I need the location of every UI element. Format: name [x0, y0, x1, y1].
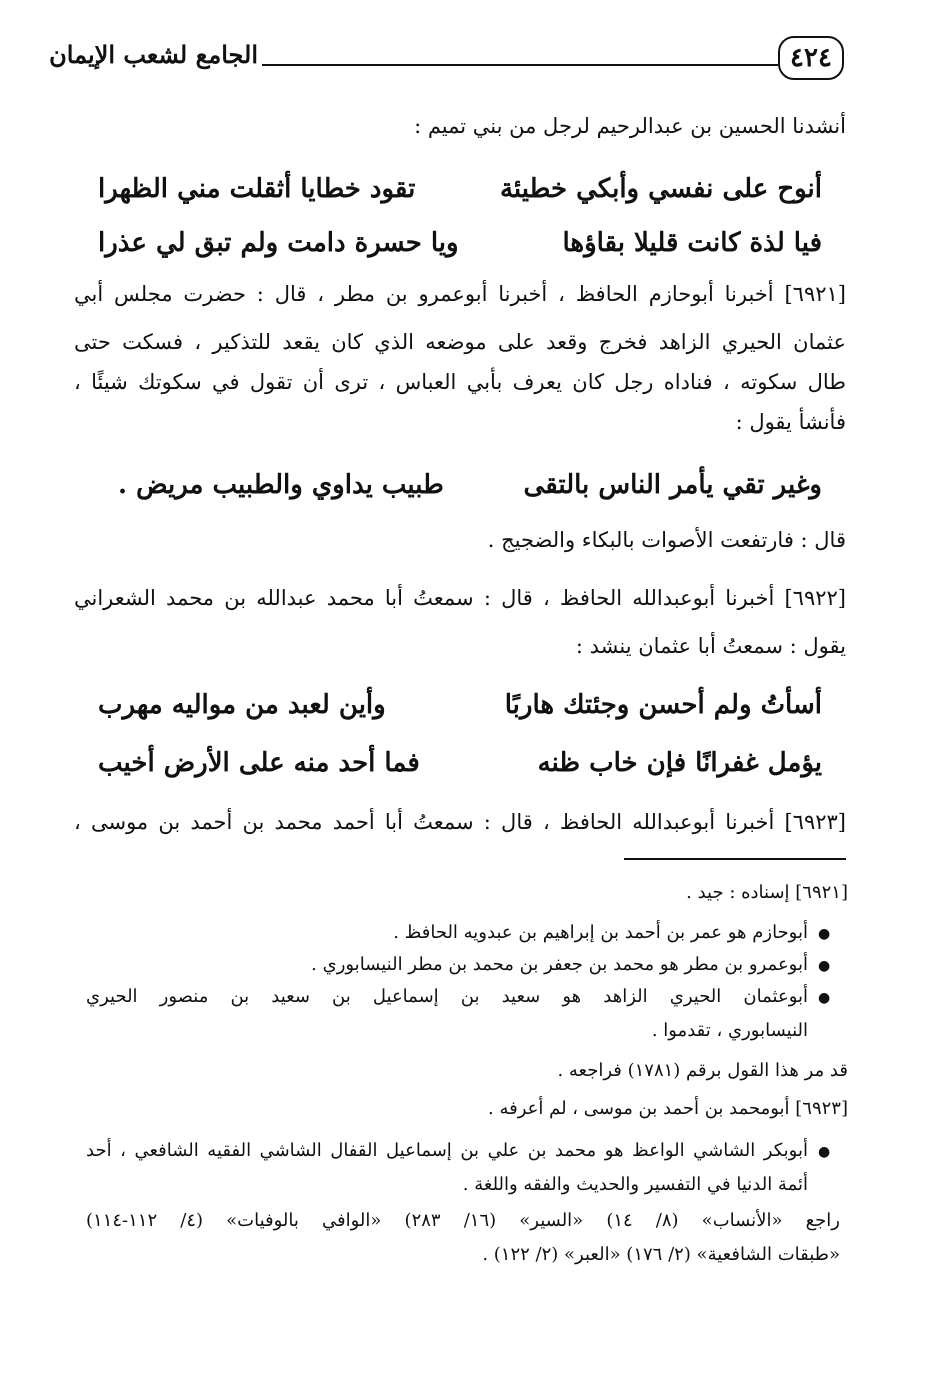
narration-6923-line: [٦٩٢٣] أخبرنا أبوعبدالله الحافظ ، قال : سمعتُ أبا أحمد محمد بن أحمد بن موسى ، — [74, 810, 846, 834]
footnote-6921-ref: قد مر هذا القول برقم (١٧٨١) فراجعه . — [557, 1060, 848, 1081]
footnote-6923-refs-line-2: «طبقات الشافعية» (٢/ ١٧٦) «العبر» (٢/ ١٢٢) . — [482, 1244, 840, 1265]
book-title: الجامع لشعب الإيمان — [49, 40, 258, 69]
narration-6921-line-4: فأنشأ يقول : — [735, 410, 846, 434]
bullet-icon: ● — [818, 990, 831, 1006]
narration-6921-line-3: طال سكوته ، فناداه رجل كان يعرف بأبي العباس ، ترى أن تقول في سكوتك شيئًا ، — [74, 370, 846, 394]
bullet-icon: ● — [818, 958, 831, 974]
footnote-6923-bullet-line-1: أبوبكر الشاشي الواعظ هو محمد بن علي بن إسماعيل القفال الشاشي الفقيه الشافعي ، أحد — [86, 1140, 808, 1161]
poem1-verse-1 — [98, 174, 822, 204]
footnote-separator — [624, 858, 846, 860]
narration-6922-line-1: [٦٩٢٢] أخبرنا أبوعبدالله الحافظ ، قال : سمعتُ أبا محمد عبدالله بن محمد الشعراني — [74, 586, 846, 610]
poem1-verse-2 — [98, 228, 822, 258]
hemistich-first: فيا لذة كانت قليلا بقاؤها — [562, 228, 822, 258]
bullet-icon: ● — [818, 926, 831, 942]
poem3-verse-1 — [98, 690, 822, 720]
hemistich-second: طبيب يداوي والطبيب مريض . — [118, 470, 444, 500]
footnote-6921-head: [٦٩٢١] إسناده : جيد . — [686, 882, 848, 903]
footnote-6921-bullet-1: أبوحازم هو عمر بن أحمد بن إبراهيم بن عبدويه الحافظ . — [393, 922, 808, 943]
hemistich-first: يؤمل غفرانًا فإن خاب ظنه — [537, 748, 822, 778]
poem3-verse-2 — [98, 748, 822, 778]
bullet-icon: ● — [818, 1144, 831, 1160]
footnote-6921-bullet-3-cont: النيسابوري ، تقدموا . — [651, 1020, 808, 1041]
footnote-6923-refs-line-1: راجع «الأنساب» (٨/ ١٤) «السير» (١٦/ ٢٨٣) «الوافي بالوفيات» (٤/ ١١٢-١١٤) — [86, 1210, 840, 1231]
poem2-verse — [118, 470, 822, 500]
narration-6921-line-1: [٦٩٢١] أخبرنا أبوحازم الحافظ ، أخبرنا أبوعمرو بن مطر ، قال : حضرت مجلس أبي — [74, 282, 846, 306]
footnote-6921-bullet-3: أبوعثمان الحيري الزاهد هو سعيد بن إسماعيل بن سعيد بن منصور الحيري — [86, 986, 808, 1007]
footnote-6923-bullet-line-2: أئمة الدنيا في التفسير والحديث والفقه واللغة . — [462, 1174, 808, 1195]
hemistich-second: وأين لعبد من مواليه مهرب — [98, 690, 386, 720]
hemistich-first: أسأتُ ولم أحسن وجئتك هاربًا — [504, 690, 822, 720]
footnote-6921-bullet-2: أبوعمرو بن مطر هو محمد بن جعفر بن محمد بن مطر النيسابوري . — [311, 954, 808, 975]
footnote-6923-head: [٦٩٢٣] أبومحمد بن أحمد بن موسى ، لم أعرفه . — [488, 1098, 848, 1119]
intro-line: أنشدنا الحسين بن عبدالرحيم لرجل من بني تميم : — [414, 114, 846, 138]
header-rule — [262, 64, 778, 66]
narration-6922-line-2: يقول : سمعتُ أبا عثمان ينشد : — [575, 634, 846, 658]
page-number: ٤٢٤ — [778, 36, 844, 80]
hemistich-second: تقود خطايا أثقلت مني الظهرا — [98, 174, 416, 204]
poem2-after-line: قال : فارتفعت الأصوات بالبكاء والضجيج . — [487, 528, 846, 552]
hemistich-second: ويا حسرة دامت ولم تبق لي عذرا — [98, 228, 459, 258]
hemistich-first: وغير تقي يأمر الناس بالتقى — [523, 470, 822, 500]
narration-6921-line-2: عثمان الحيري الزاهد فخرج وقعد على موضعه الذي كان يقعد للتذكير ، فسكت حتى — [74, 330, 846, 354]
hemistich-first: أنوح على نفسي وأبكي خطيئة — [499, 174, 822, 204]
hemistich-second: فما أحد منه على الأرض أخيب — [98, 748, 420, 778]
